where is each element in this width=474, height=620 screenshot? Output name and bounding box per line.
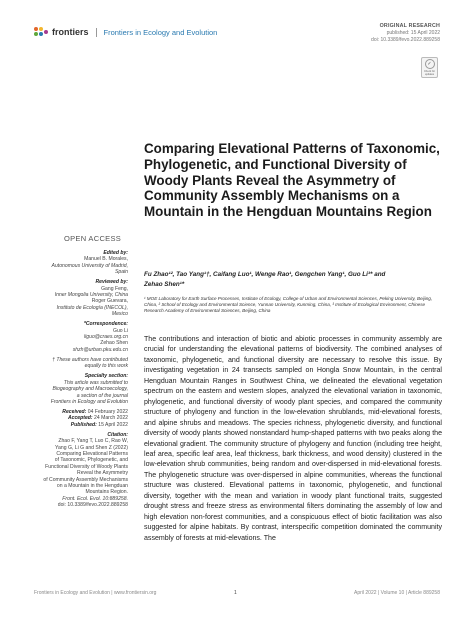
- received-label: Received:: [62, 408, 87, 415]
- correspondence-label: *Correspondence:: [83, 321, 128, 328]
- reviewer-country: Mexico: [111, 311, 128, 318]
- authors-line-2: Zehao Shen¹*: [144, 281, 185, 288]
- editor-country: Spain: [114, 269, 128, 276]
- citation-block: [20, 432, 128, 509]
- article-sidebar: [20, 250, 128, 512]
- equal-contribution-line: equally to this work: [84, 363, 128, 370]
- edited-by-block: [20, 250, 128, 276]
- editor-affiliation: Autonomous University of Madrid,: [51, 262, 128, 269]
- footer-journal[interactable]: Frontiers in Ecology and Evolution | www.frontiersin.org: [34, 590, 157, 596]
- logo-separator: [96, 28, 97, 37]
- reviewed-by-block: [20, 279, 128, 317]
- reviewer-affiliation: Inner Mongolia University, China: [54, 292, 128, 299]
- equal-contribution-note: [20, 357, 128, 370]
- editor-name: Manuel B. Morales,: [84, 256, 128, 263]
- specialty-line: a section of the journal: [76, 392, 128, 399]
- citation-line: on a Mountain in the Hengduan: [56, 482, 128, 489]
- reviewed-by-label: Reviewed by:: [95, 279, 128, 286]
- article-title: Comparing Elevational Patterns of Taxonomic, Phylogenetic, and Functional Diversity of Woody Plants Reveal the Asymmetry of Community Assembly Mechanisms on a Mountain in the Hengduan Mountains Region: [144, 141, 440, 220]
- check-updates-button[interactable]: [421, 57, 438, 78]
- citation-line: Yang G, Li G and Shen Z (2022): [55, 444, 128, 451]
- published-label: Published:: [70, 421, 97, 428]
- correspondent-email[interactable]: liguo@craes.org.cn: [84, 334, 128, 341]
- affiliations: ¹ MOE Laboratory for Earth Surface Processes, Institute of Ecology, College of Urban and Environmental Sciences, Peking University, Beijing, China, ² School of Ecology and Environmental Science, Yunnan University, Kunming, China, ³ Institute of Ecological Environment, Chinese Research Academy of Environmental Sciences, Beijing, China: [144, 296, 433, 313]
- edited-by-label: Edited by:: [103, 250, 128, 256]
- accepted-label: Accepted:: [67, 415, 93, 422]
- citation-line: Functional Diversity of Woody Plants: [45, 463, 128, 470]
- specialty-block: [20, 373, 128, 405]
- author-list: [144, 270, 444, 290]
- check-icon: ✓: [425, 59, 435, 69]
- citation-line: of Taxonomic, Phylogenetic, and: [54, 457, 128, 464]
- article-type: ORIGINAL RESEARCH: [379, 23, 440, 29]
- correspondent-email[interactable]: shzh@urban.pku.edu.cn: [72, 346, 128, 353]
- frontiers-logo[interactable]: [34, 27, 217, 37]
- citation-line: of Community Assembly Mechanisms: [43, 476, 128, 483]
- footer-volume: April 2022 | Volume 10 | Article 889258: [354, 590, 440, 596]
- open-access-label: OPEN ACCESS: [64, 234, 122, 243]
- citation-label: Citation:: [107, 431, 128, 438]
- citation-line: Comparing Elevational Patterns: [56, 450, 128, 457]
- specialty-line: Frontiers in Ecology and Evolution: [50, 398, 128, 405]
- authors-line-1: Fu Zhao¹², Tao Yang¹†, Caifang Luo¹, Wenge Rao¹, Gengchen Yang¹, Guo Li³* and: [144, 271, 386, 278]
- correspondent-name: Zehao Shen: [100, 340, 128, 347]
- specialty-line: Biogeography and Macroecology,: [52, 386, 128, 393]
- abstract-text: The contributions and interaction of biotic and abiotic processes in community assembly are crucial for understanding the elevational patterns of biodiversity. The combined analyses of taxonomic, phylogenetic, and functional diversity are necessary to resolve this issue. By investigating vegetation in 24 transects sampled on Hongla Snow Mountain, in the central Hengduan Mountain Ranges in Southwest China, we delineated the elevational vegetation spectrum on the eastern and western slopes, analyzed the elevational variation in taxonomic, phylogenetic, and functional diversity of woody plant species, and compared the community structure of phylogeny and function in the low-elevation shrublands, mid-elevational forests, and alpine shrubs and meadows. The species richness, phylogenetic diversity, and functional diversity of woody plants showed nonstandard hump-shaped patterns with two peaks along the elevational gradient. The community structure of phylogeny and function (including tree height, leaf area, specific leaf area, leaf thickness, bark thickness, and wood density) clustered in the low-elevation shrub communities, being random and over-dispersed in mid-elevational forests. The phylogenetic structure was over-dispersed in alpine communities, whereas the functional structure was clustered. Elevational patterns in taxonomic, phylogenetic, and functional diversity, together with the mean and variation in woody plant functional traits, suggested drought stress and freeze stress as environmental filters dominating the assembly of low and high elevation non-forest communities, and a conspicuous effect of biotic facilitation was also suggested for alpine habitats. By contrast, interspecific competition dominated the community assembly of forests at mid-elevations. The: [144, 336, 442, 542]
- article-doi[interactable]: doi: 10.3389/fevo.2022.889258: [371, 37, 440, 43]
- footer-page-number: 1: [234, 590, 237, 596]
- published-row: [20, 422, 128, 428]
- published-date-sidebar: 15 April 2022: [98, 421, 128, 428]
- dates-block: [20, 409, 128, 428]
- correspondent-name: Guo Li: [112, 327, 128, 334]
- citation-line: Zhao F, Yang T, Luo C, Rao W,: [58, 438, 128, 445]
- citation-line: Mountains Region.: [85, 489, 128, 496]
- reviewer-name: Roger Guevara,: [91, 298, 128, 305]
- received-date: 04 February 2022: [87, 408, 128, 415]
- check-updates-label: Check for updates: [423, 70, 436, 76]
- citation-doi[interactable]: doi: 10.3389/fevo.2022.889258: [57, 502, 128, 509]
- logo-dots-icon: [34, 27, 48, 37]
- specialty-label: Specialty section:: [84, 373, 128, 380]
- logo-text: frontiers: [52, 27, 89, 37]
- specialty-line: This article was submitted to: [63, 379, 128, 386]
- reviewer-affiliation: Instituto de Ecología (INECOL),: [56, 304, 128, 311]
- accepted-date: 24 March 2022: [94, 415, 128, 422]
- published-date: published: 15 April 2022: [386, 30, 440, 36]
- citation-line: Front. Ecol. Evol. 10:889258.: [62, 495, 128, 502]
- correspondence-block: [20, 321, 128, 353]
- journal-link[interactable]: Frontiers in Ecology and Evolution: [103, 27, 218, 37]
- equal-contribution-line: † These authors have contributed: [52, 356, 128, 363]
- citation-line: Reveal the Asymmetry: [77, 470, 128, 477]
- article-meta: [371, 23, 440, 44]
- reviewer-name: Gang Feng,: [101, 285, 128, 292]
